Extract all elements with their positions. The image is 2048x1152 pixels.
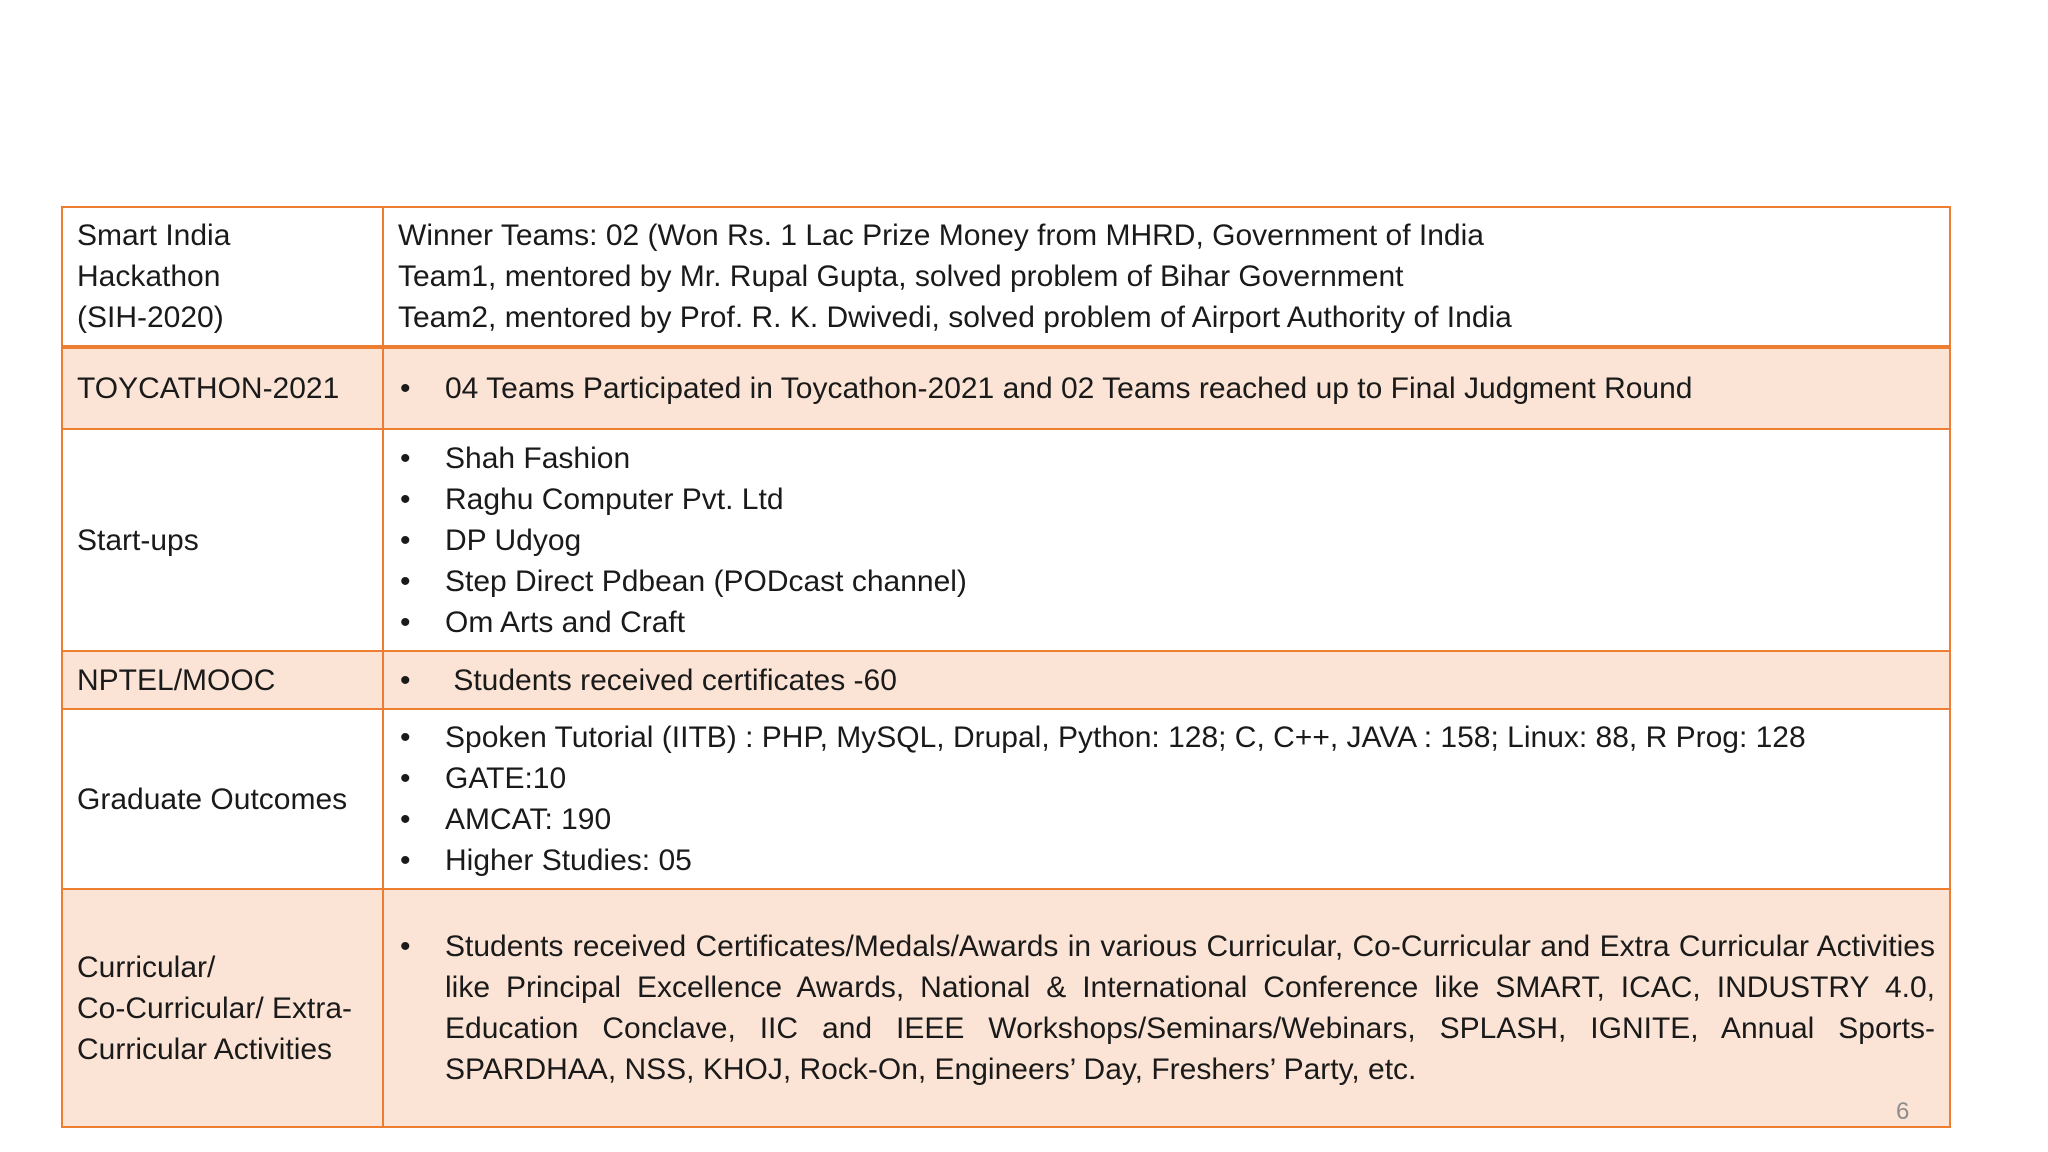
bullet-list: [398, 926, 1935, 1090]
list-item: • GATE:10: [398, 758, 1935, 799]
table-row: [62, 207, 1950, 347]
bullet-list: [398, 438, 1935, 643]
list-item: • Students received certificates -60: [398, 660, 1935, 701]
list-item: • Students received Certificates/Medals/Awards in various Curricular, Co-Curricular and Extra Curricular Activities like Principal Excellence Awards, National & International Conference like SMART, ICAC, INDUSTRY 4.0, Education Conclave, IIC and IEEE Workshops/Seminars/Webinars, SPLASH, IGNITE, Annual Sports-SPARDHAA, NSS, KHOJ, Rock-On, Engineers’ Day, Freshers’ Party, etc.: [398, 926, 1935, 1090]
content-line: Winner Teams: 02 (Won Rs. 1 Lac Prize Money from MHRD, Government of India: [398, 219, 1484, 252]
row-label-sih: [62, 207, 383, 347]
bullet-icon: •: [400, 523, 411, 557]
bullet-icon: •: [400, 721, 411, 754]
row-content-toycathon: [383, 347, 1950, 429]
label-line: Hackathon: [77, 260, 221, 293]
bullet-list: [398, 368, 1935, 409]
list-item: • 04 Teams Participated in Toycathon-2021 and 02 Teams reached up to Final Judgment Round: [398, 368, 1935, 409]
list-item: • Shah Fashion: [398, 438, 1935, 479]
row-label-startups: Start-ups: [62, 429, 383, 651]
list-item: • Step Direct Pdbean (PODcast channel): [398, 561, 1935, 602]
bullet-icon: •: [400, 930, 411, 963]
list-item: • Raghu Computer Pvt. Ltd: [398, 479, 1935, 520]
row-content-curricular-activities: [383, 889, 1950, 1127]
bullet-icon: •: [400, 844, 411, 877]
row-label-toycathon: TOYCATHON-2021: [62, 347, 383, 429]
label-line: Curricular/: [77, 950, 216, 984]
label-line: Smart India: [77, 219, 231, 252]
table-row: [62, 347, 1950, 429]
row-content-sih: [383, 207, 1950, 347]
bullet-icon: •: [400, 605, 411, 639]
bullet-list: [398, 717, 1935, 881]
row-content-graduate-outcomes: [383, 709, 1950, 889]
table-row: [62, 889, 1950, 1127]
row-label-nptel: NPTEL/MOOC: [62, 651, 383, 709]
page-number: 6: [1896, 1098, 1910, 1125]
label-line: Curricular Activities: [77, 1032, 333, 1066]
content-line: Team2, mentored by Prof. R. K. Dwivedi, solved problem of Airport Authority of India: [398, 301, 1512, 334]
bullet-icon: •: [400, 762, 411, 795]
list-item: • Higher Studies: 05: [398, 840, 1935, 881]
label-line: (SIH-2020): [77, 301, 224, 334]
row-label-graduate-outcomes: Graduate Outcomes: [62, 709, 383, 889]
table-row: [62, 429, 1950, 651]
label-line: Co-Curricular/ Extra-: [77, 991, 353, 1025]
list-item: • AMCAT: 190: [398, 799, 1935, 840]
bullet-icon: •: [400, 663, 411, 697]
bullet-icon: •: [400, 803, 411, 836]
row-label-curricular-activities: [62, 889, 383, 1127]
table-row: [62, 709, 1950, 889]
achievements-table: [61, 206, 1951, 1128]
bullet-icon: •: [400, 564, 411, 598]
bullet-icon: •: [400, 482, 411, 516]
row-content-nptel: [383, 651, 1950, 709]
list-item: • Om Arts and Craft: [398, 602, 1935, 643]
bullet-icon: •: [400, 441, 411, 475]
table-row: [62, 651, 1950, 709]
content-line: Team1, mentored by Mr. Rupal Gupta, solved problem of Bihar Government: [398, 260, 1404, 293]
list-item: • DP Udyog: [398, 520, 1935, 561]
list-item: • Spoken Tutorial (IITB) : PHP, MySQL, Drupal, Python: 128; C, C++, JAVA : 158; Linux: 88, R Prog: 128: [398, 717, 1935, 758]
row-content-startups: [383, 429, 1950, 651]
bullet-icon: •: [400, 372, 411, 405]
bullet-list: [398, 660, 1935, 701]
